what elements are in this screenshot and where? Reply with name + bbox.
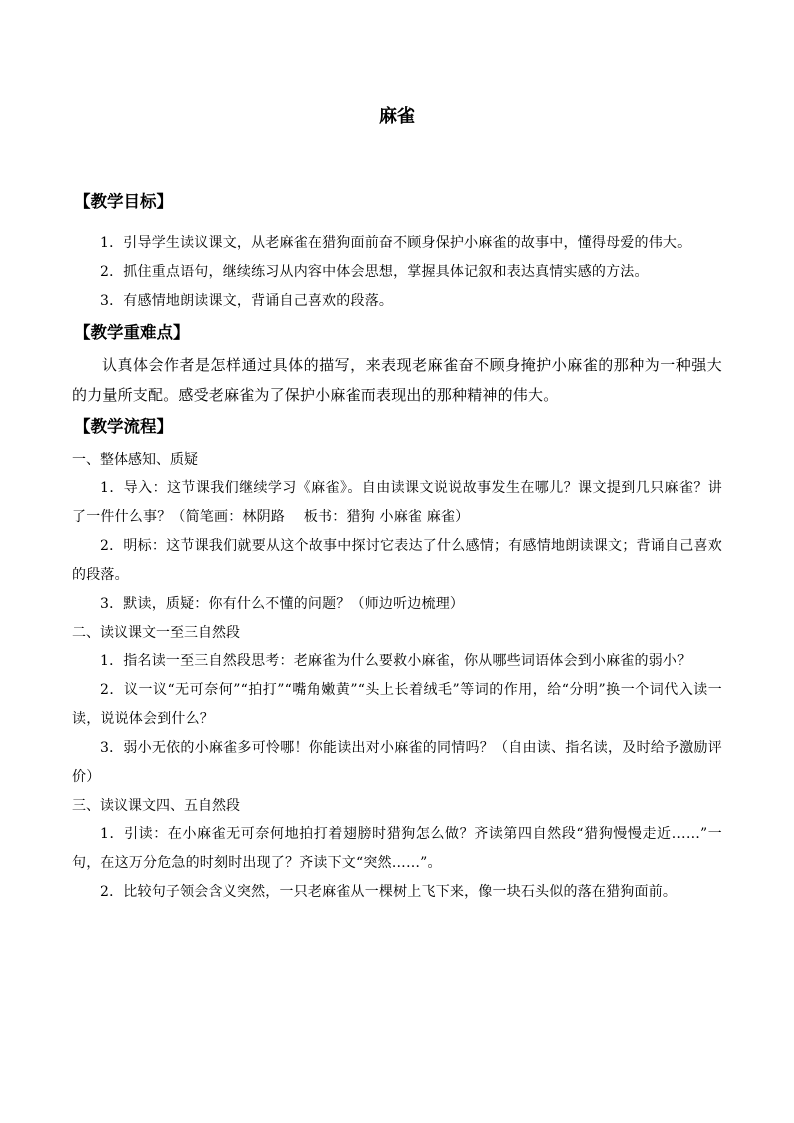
process-section-title: 三、读议课文四、五自然段 — [72, 798, 240, 814]
process-step: 3．默读，质疑：你有什么不懂的问题？（师边听边梳理） — [100, 596, 465, 612]
process-step: 1．引读：在小麻雀无可奈何地拍打着翅膀时猎狗怎么做？齐读第四自然段“猎狗慢慢走近……”一句，在这万分危急的时刻时出现了？齐读下文“突然……”。 — [72, 826, 722, 871]
process-step: 1．指名读一至三自然段思考：老麻雀为什么要救小麻雀，你从哪些词语体会到小麻雀的弱小？ — [100, 653, 692, 669]
process-step: 3．弱小无依的小麻雀多可怜哪！你能读出对小麻雀的同情吗？（自由读、指名读，及时给予激励评价） — [72, 740, 722, 785]
process-step: 2．比较句子领会含义突然，一只老麻雀从一棵树上飞下来，像一块石头似的落在猎狗面前。 — [100, 884, 678, 900]
process-step: 1．导入：这节课我们继续学习《麻雀》。自由读课文说说故事发生在哪儿？课文提到几只麻雀？讲了一件什么事？（简笔画：林阴路 板书：猎狗 小麻雀 麻雀） — [72, 480, 722, 525]
process-section-title: 二、读议课文一至三自然段 — [72, 625, 240, 641]
process-step: 2．明标：这节课我们就要从这个故事中探讨它表达了什么感情；有感情地朗读课文；背诵自己喜欢的段落。 — [72, 538, 722, 583]
key-points-text: 认真体会作者是怎样通过具体的描写，来表现老麻雀奋不顾身掩护小麻雀的那种为一种强大的力量所支配。感受老麻雀为了保护小麻雀而表现出的那种精神的伟大。 — [72, 356, 722, 404]
document-title: 麻雀 — [379, 106, 415, 127]
objective-item: 1．引导学生读议课文，从老麻雀在猎狗面前奋不顾身保护小麻雀的故事中，懂得母爱的伟大。 — [100, 235, 692, 251]
process-section-title: 一、整体感知、质疑 — [72, 452, 198, 468]
key-points-heading: 【教学重难点】 — [74, 323, 190, 342]
document-body — [72, 187, 722, 907]
objectives-heading: 【教学目标】 — [74, 192, 173, 211]
objective-item: 3．有感情地朗读课文，背诵自己喜欢的段落。 — [100, 293, 394, 309]
process-step: 2．议一议“无可奈何”“拍打”“嘴角嫩黄”“头上长着绒毛”等词的作用，给“分明”换一个词代入读一读，说说体会到什么？ — [72, 682, 722, 727]
process-heading: 【教学流程】 — [74, 417, 173, 436]
objective-item: 2．抓住重点语句，继续练习从内容中体会思想，掌握具体记叙和表达真情实感的方法。 — [100, 264, 649, 280]
